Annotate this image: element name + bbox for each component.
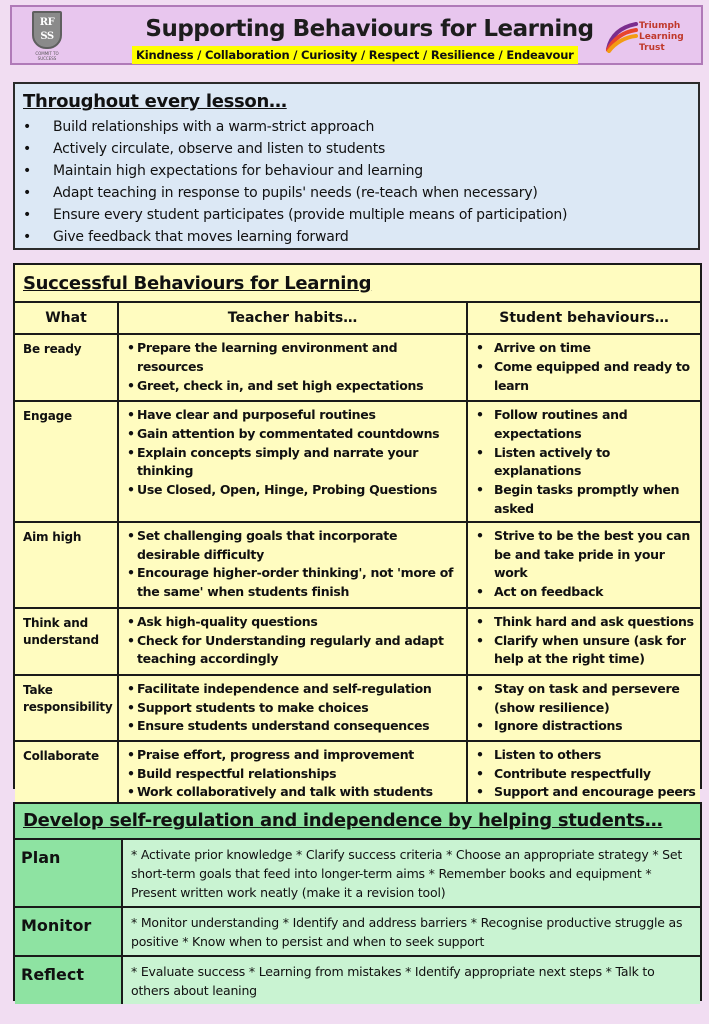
row-text: * Evaluate success * Learning from mistakes * Identify appropriate next steps * Talk to others about leaning [122, 956, 700, 1004]
every-lesson-heading: Throughout every lesson… [23, 91, 287, 112]
trust-name-line2: Learning Trust [639, 32, 684, 53]
row-label: Aim high [15, 522, 118, 608]
row-label: Be ready [15, 334, 118, 401]
teacher-habits-cell [118, 522, 467, 608]
list-item: • Facilitate independence and self-regulation [127, 680, 462, 699]
behaviours-heading: Successful Behaviours for Learning [23, 273, 372, 294]
list-item: • Encourage higher-order thinking', not 'more of the same' when students finish [127, 564, 462, 602]
table-row [15, 401, 700, 522]
table-row [15, 741, 700, 806]
table-row [15, 522, 700, 608]
behaviours-panel [13, 263, 702, 800]
table-row [15, 334, 700, 401]
list-item: • Support students to make choices [127, 699, 462, 718]
behaviours-heading-bar [15, 265, 700, 303]
list-item: • Check for Understanding regularly and adapt teaching accordingly [127, 632, 462, 670]
every-lesson-list [23, 116, 698, 248]
list-item: • Give feedback that moves learning forward [23, 226, 698, 248]
teacher-habits-cell [118, 741, 467, 806]
row-label: Monitor [15, 907, 122, 956]
self-regulation-heading-bar [15, 804, 700, 840]
table-row [15, 675, 700, 741]
trust-logo [605, 17, 709, 57]
list-item: • Follow routines and expectations [476, 406, 696, 444]
list-item: • Maintain high expectations for behaviour and learning [23, 160, 698, 182]
teacher-habits-cell [118, 675, 467, 741]
list-item: • Arrive on time [476, 339, 696, 358]
self-regulation-panel [13, 802, 702, 1001]
list-item: • Ask high-quality questions [127, 613, 462, 632]
student-behaviours-cell [467, 675, 700, 741]
column-header-student: Student behaviours… [467, 303, 700, 334]
trust-swoosh-icon [605, 19, 639, 53]
student-behaviours-cell [467, 401, 700, 522]
list-item: • Adapt teaching in response to pupils' needs (re-teach when necessary) [23, 182, 698, 204]
list-item: • Ignore distractions [476, 717, 696, 736]
row-label: Take responsibility [15, 675, 118, 741]
list-item: • Have clear and purposeful routines [127, 406, 462, 425]
list-item: • Work collaboratively and talk with students [127, 783, 462, 802]
teacher-habits-cell [118, 608, 467, 675]
row-label: Engage [15, 401, 118, 522]
student-behaviours-cell [467, 608, 700, 675]
row-label: Think and understand [15, 608, 118, 675]
table-row [15, 956, 700, 1004]
teacher-habits-cell [118, 401, 467, 522]
list-item: • Act on feedback [476, 583, 696, 602]
table-row [15, 840, 700, 907]
list-item: • Listen actively to explanations [476, 444, 696, 482]
list-item: • Greet, check in, and set high expectations [127, 377, 462, 396]
table-row [15, 907, 700, 956]
list-item: • Come equipped and ready to learn [476, 358, 696, 396]
row-text: * Monitor understanding * Identify and address barriers * Recognise productive struggle as positive * Know when to persist and when to seek support [122, 907, 700, 956]
list-item: • Begin tasks promptly when asked [476, 481, 696, 519]
trust-name-line1: Triumph [639, 21, 681, 31]
list-item: • Ensure every student participates (provide multiple means of participation) [23, 204, 698, 226]
row-label: Collaborate [15, 741, 118, 806]
table-header-row [15, 303, 700, 334]
self-regulation-heading: Develop self-regulation and independence by helping students… [23, 810, 663, 831]
list-item: • Explain concepts simply and narrate your thinking [127, 444, 462, 482]
list-item: • Actively circulate, observe and listen to students [23, 138, 698, 160]
list-item: • Prepare the learning environment and resources [127, 339, 462, 377]
list-item: • Clarify when unsure (ask for help at the right time) [476, 632, 696, 670]
table-row [15, 608, 700, 675]
behaviours-table [15, 303, 700, 806]
list-item: • Ensure students understand consequences [127, 717, 462, 736]
row-text: * Activate prior knowledge * Clarify success criteria * Choose an appropriate strategy * Set short-term goals that feed into longer-term aims * Remember books and equipment * Present written work neatly (make it a revision tool) [122, 840, 700, 907]
school-crest-logo [26, 11, 68, 61]
row-label: Plan [15, 840, 122, 907]
list-item: • Gain attention by commentated countdowns [127, 425, 462, 444]
school-crest-motto: COMMIT TO SUCCESS [35, 51, 59, 61]
list-item: • Strive to be the best you can be and take pride in your work [476, 527, 696, 583]
list-item: • Contribute respectfully [476, 765, 696, 784]
list-item: • Use Closed, Open, Hinge, Probing Questions [127, 481, 462, 500]
school-values: Kindness / Collaboration / Curiosity / Respect / Resilience / Endeavour [132, 46, 578, 64]
list-item: • Think hard and ask questions [476, 613, 696, 632]
school-crest-shield: RF SS [32, 11, 62, 49]
list-item: • Build respectful relationships [127, 765, 462, 784]
student-behaviours-cell [467, 741, 700, 806]
list-item: • Listen to others [476, 746, 696, 765]
row-label: Reflect [15, 956, 122, 1004]
student-behaviours-cell [467, 522, 700, 608]
teacher-habits-cell [118, 334, 467, 401]
trust-name [639, 21, 709, 54]
list-item: • Stay on task and persevere (show resilience) [476, 680, 696, 718]
list-item: • Support and encourage peers [476, 783, 696, 802]
list-item: • Build relationships with a warm-strict approach [23, 116, 698, 138]
column-header-teacher: Teacher habits… [118, 303, 467, 334]
list-item: • Set challenging goals that incorporate desirable difficulty [127, 527, 462, 565]
header-banner [10, 5, 703, 65]
student-behaviours-cell [467, 334, 700, 401]
page-title: Supporting Behaviours for Learning [145, 16, 594, 42]
every-lesson-panel [13, 82, 700, 250]
column-header-what: What [15, 303, 118, 334]
self-regulation-table [15, 840, 700, 1004]
list-item: • Praise effort, progress and improvement [127, 746, 462, 765]
